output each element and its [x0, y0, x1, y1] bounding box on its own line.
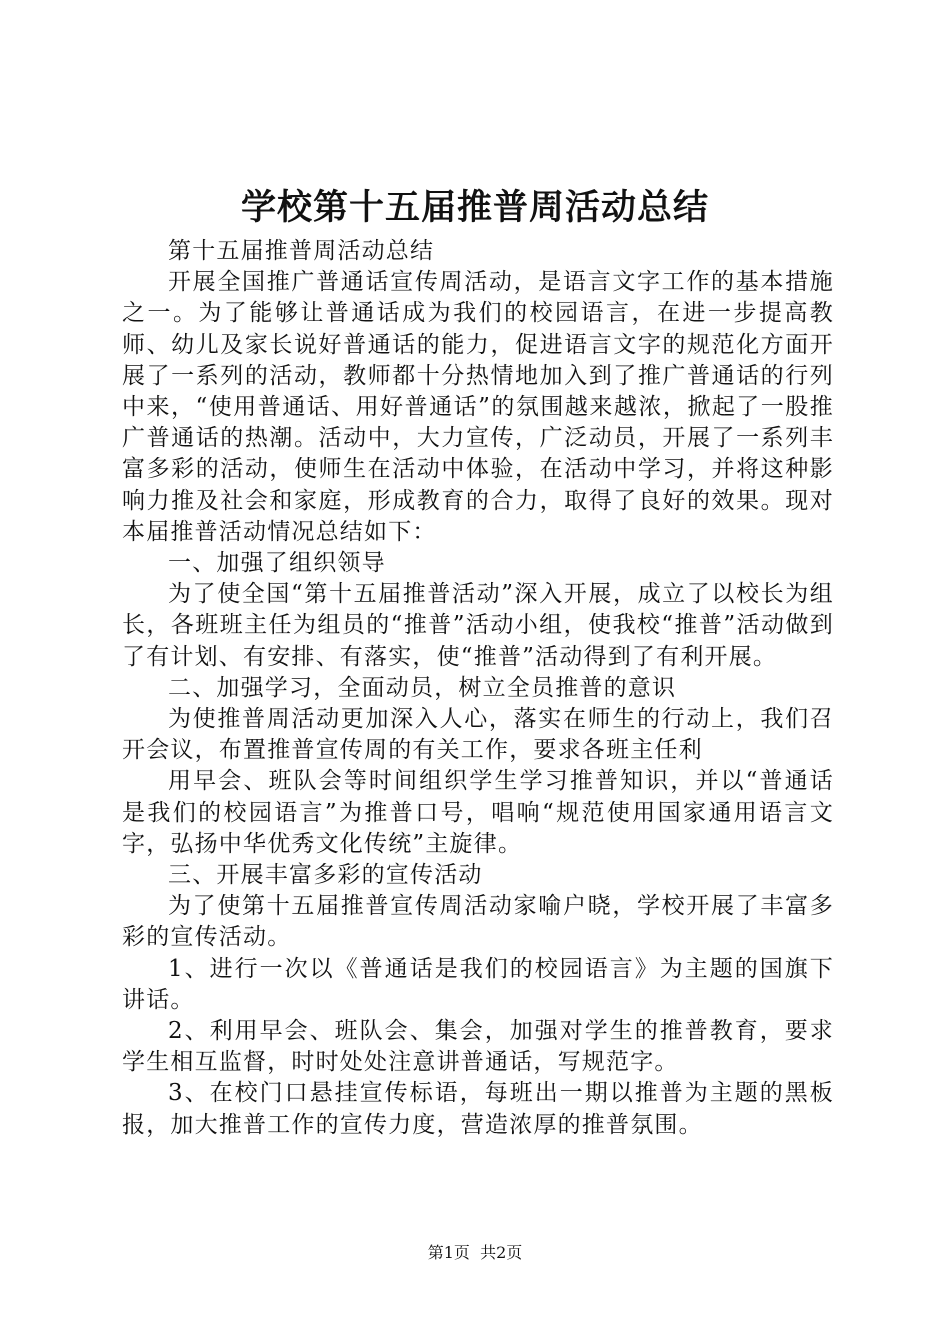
body-paragraph: 为了使全国“第十五届推普活动”深入开展，成立了以校长为组长，各班班主任为组员的“推普”活动小组，使我校“推普”活动做到了有计划、有安排、有落实，使“推普”活动得到了有利开展。 [122, 581, 834, 670]
body-paragraph: 用早会、班队会等时间组织学生学习推普知识，并以“普通话是我们的校园语言”为推普口号，唱响“规范使用国家通用语言文字，弘扬中华优秀文化传统”主旋律。 [122, 768, 834, 857]
body-paragraph: 为了使第十五届推普宣传周活动家喻户晓，学校开展了丰富多彩的宣传活动。 [122, 893, 834, 951]
list-item-3: 3、在校门口悬挂宣传标语，每班出一期以推普为主题的黑板报，加大推普工作的宣传力度，营造浓厚的推普氛围。 [122, 1080, 834, 1138]
section-heading-1: 一、加强了组织领导 [168, 550, 386, 577]
document-body [122, 236, 834, 1141]
section-heading-3: 三、开展丰富多彩的宣传活动 [168, 862, 483, 889]
page-number: 第1页 共2页 [427, 1243, 523, 1262]
document-title: 学校第十五届推普周活动总结 [240, 187, 709, 228]
page-footer [0, 1242, 950, 1264]
body-paragraph-subtitle: 第十五届推普周活动总结 [168, 238, 435, 264]
list-item-1: 1、进行一次以《普通话是我们的校园语言》为主题的国旗下讲话。 [122, 955, 834, 1013]
list-item-2: 2、利用早会、班队会、集会，加强对学生的推普教育，要求学生相互监督，时时处处注意讲普通话，写规范字。 [122, 1018, 834, 1076]
body-paragraph: 为使推普周活动更加深入人心，落实在师生的行动上，我们召开会议，布置推普宣传周的有关工作，要求各班主任利 [122, 706, 834, 764]
body-paragraph-intro: 开展全国推广普通话宣传周活动，是语言文字工作的基本措施之一。为了能够让普通话成为我们的校园语言，在进一步提高教师、幼儿及家长说好普通话的能力，促进语言文字的规范化方面开展了一系列的活动，教师都十分热情地加入到了推广普通话的行列中来，“使用普通话、用好普通话”的氛围越来越浓，掀起了一股推广普通话的热潮。活动中，大力宣传，广泛动员，开展了一系列丰富多彩的活动，使师生在活动中体验，在活动中学习，并将这种影响力推及社会和家庭，形成教育的合力，取得了良好的效果。现对本届推普活动情况总结如下： [122, 269, 834, 545]
section-heading-2: 二、加强学习，全面动员，树立全员推普的意识 [168, 674, 677, 701]
